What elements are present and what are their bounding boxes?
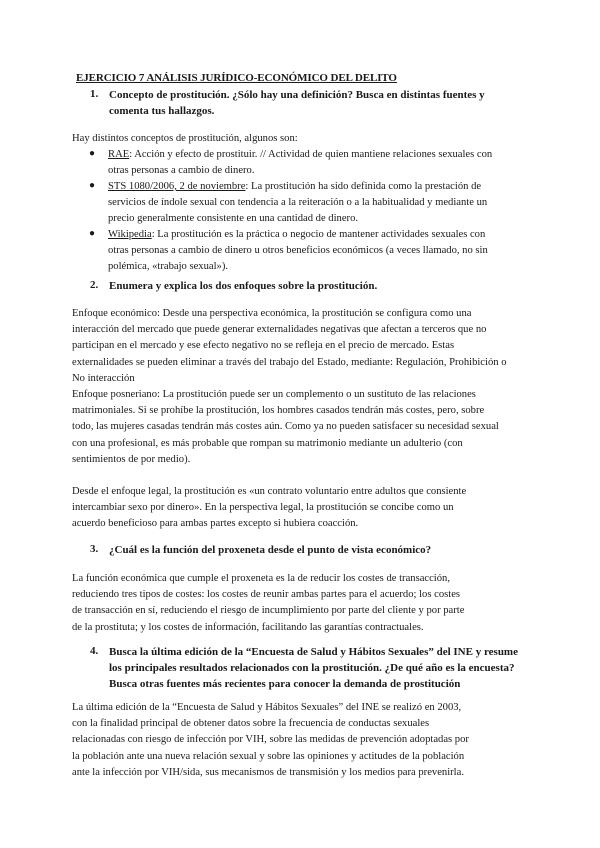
paragraph-line: relacionadas con riesgo de infección por VIH, sobre las medidas de prevención adoptadas por	[72, 734, 469, 746]
page-title: EJERCICIO 7 ANÁLISIS JURÍDICO-ECONÓMICO DEL DELITO	[76, 72, 397, 84]
paragraph-line: participan en el mercado y ese efecto negativo no se refleja en el precio de mercado. Estas	[72, 340, 455, 352]
question-4-line: Busca la última edición de la “Encuesta de Salud y Hábitos Sexuales” del INE y resume	[109, 646, 518, 658]
bullet-text: otras personas a cambio de dinero.	[108, 165, 255, 177]
question-4-line: Busca otras fuentes más recientes para conocer la demanda de prostitución	[109, 678, 461, 690]
bullet-dot-icon: ●	[89, 148, 96, 159]
paragraph-enfoque-economico	[72, 306, 507, 387]
paragraph-line: la población ante una nueva relación sexual y sobre las opiniones y actitudes de la población	[72, 750, 465, 762]
question-4-line: los principales resultados relacionados con la prostitución. ¿De qué año es la encuesta?	[109, 662, 515, 674]
paragraph-line: acuerdo beneficioso para ambas partes excepto si hubiera coacción.	[72, 518, 359, 530]
paragraph-line: todo, las mujeres casadas tendrán más costes aún. Como ya no pueden satisfacer su necesidad sexual	[72, 421, 499, 433]
paragraph-line: con la finalidad principal de obtener datos sobre la frecuencia de conductas sexuales	[72, 718, 430, 730]
bullet-text: : La prostitución ha sido definida como la prestación de	[245, 181, 482, 192]
paragraph-line: La función económica que cumple el proxeneta es la de reducir los costes de transacción,	[72, 573, 450, 584]
paragraph-line: de transacción en sí, reduciendo el riesgo de incumplimiento por parte del cliente y por parte	[72, 605, 465, 617]
bullet-text: otras personas a cambio de dinero u otros beneficios económicos (a veces llamado, no sin	[108, 245, 488, 257]
question-1-text	[109, 87, 485, 119]
bullet-item-rae	[108, 147, 492, 179]
paragraph-line: sentimientos de por medio).	[72, 453, 191, 465]
bullet-item-wikipedia	[108, 227, 488, 276]
paragraph-line: Enfoque posneriano: La prostitución puede ser un complemento o un sustituto de las relaciones	[72, 389, 476, 400]
paragraph-line: con una profesional, es más probable que rompan su matrimonio mediante un adulterio (con	[72, 437, 463, 449]
bullet-text: servicios de índole sexual con tendencia a la reiteración o a la habitualidad y mediante un	[108, 197, 488, 209]
question-1-line: Concepto de prostitución. ¿Sólo hay una definición? Busca en distintas fuentes y	[109, 89, 485, 101]
bullet-text: : Acción y efecto de prostituir. // Actividad de quien mantiene relaciones sexuales con	[129, 149, 493, 160]
paragraph-line: interacción del mercado que puede generar externalidades negativas que afectan a terceros que no	[72, 324, 487, 336]
bullet-dot-icon: ●	[89, 228, 96, 239]
question-2-number: 2.	[90, 279, 99, 291]
paragraph-line: reduciendo tres tipos de costes: los costes de reunir ambas partes para el acuerdo; los costes	[72, 589, 461, 601]
paragraph-line: matrimoniales. Si se prohíbe la prostitución, los hombres casados tendrán más costes, pero, sobre	[72, 405, 485, 417]
paragraph-line: La última edición de la “Encuesta de Salud y Hábitos Sexuales” del INE se realizó en 2003,	[72, 702, 462, 713]
paragraph-line: Enfoque económico: Desde una perspectiva económica, la prostitución se configura como una	[72, 308, 472, 319]
paragraph-line: de la prostituta; y los costes de información, facilitando las garantías contractuales.	[72, 621, 424, 633]
question-4-number: 4.	[90, 645, 99, 657]
intro-text: Hay distintos conceptos de prostitución, algunos son:	[72, 133, 298, 144]
paragraph-line: No interacción	[72, 372, 135, 384]
question-3-text: ¿Cuál es la función del proxeneta desde el punto de vista económico?	[109, 544, 432, 556]
question-2-text: Enumera y explica los dos enfoques sobre la prostitución.	[109, 280, 378, 292]
paragraph-line: externalidades se pueden eliminar a través del trabajo del Estado, mediante: Regulación, Prohibición o	[72, 356, 507, 368]
bullet-text: : La prostitución es la práctica o negocio de mantener actividades sexuales con	[151, 229, 486, 240]
paragraph-proxeneta	[72, 571, 464, 636]
paragraph-line: Desde el enfoque legal, la prostitución es «un contrato voluntario entre adultos que consiente	[72, 486, 467, 497]
question-3-number: 3.	[90, 543, 99, 555]
paragraph-encuesta	[72, 700, 469, 781]
question-1-number: 1.	[90, 88, 99, 100]
paragraph-enfoque-posneriano	[72, 387, 499, 468]
wikipedia-link[interactable]: Wikipedia	[108, 229, 152, 240]
rae-link[interactable]: RAE	[108, 149, 130, 160]
bullet-item-sts	[108, 179, 487, 228]
bullet-dot-icon: ●	[89, 180, 96, 191]
paragraph-line: ante la infección por VIH/sida, sus mecanismos de transmisión y los medios para prevenirla.	[72, 766, 464, 778]
question-1-line: comenta tus hallazgos.	[109, 105, 215, 117]
bullet-text: polémica, «trabajo sexual»).	[108, 261, 229, 273]
sts-link[interactable]: STS 1080/2006, 2 de noviembre	[108, 181, 246, 192]
paragraph-line: intercambiar sexo por dinero». En la perspectiva legal, la prostitución se concibe como un	[72, 502, 454, 514]
paragraph-enfoque-legal	[72, 484, 466, 533]
question-4-text	[109, 644, 518, 692]
bullet-text: precio generalmente consistente en una cantidad de dinero.	[108, 213, 359, 225]
